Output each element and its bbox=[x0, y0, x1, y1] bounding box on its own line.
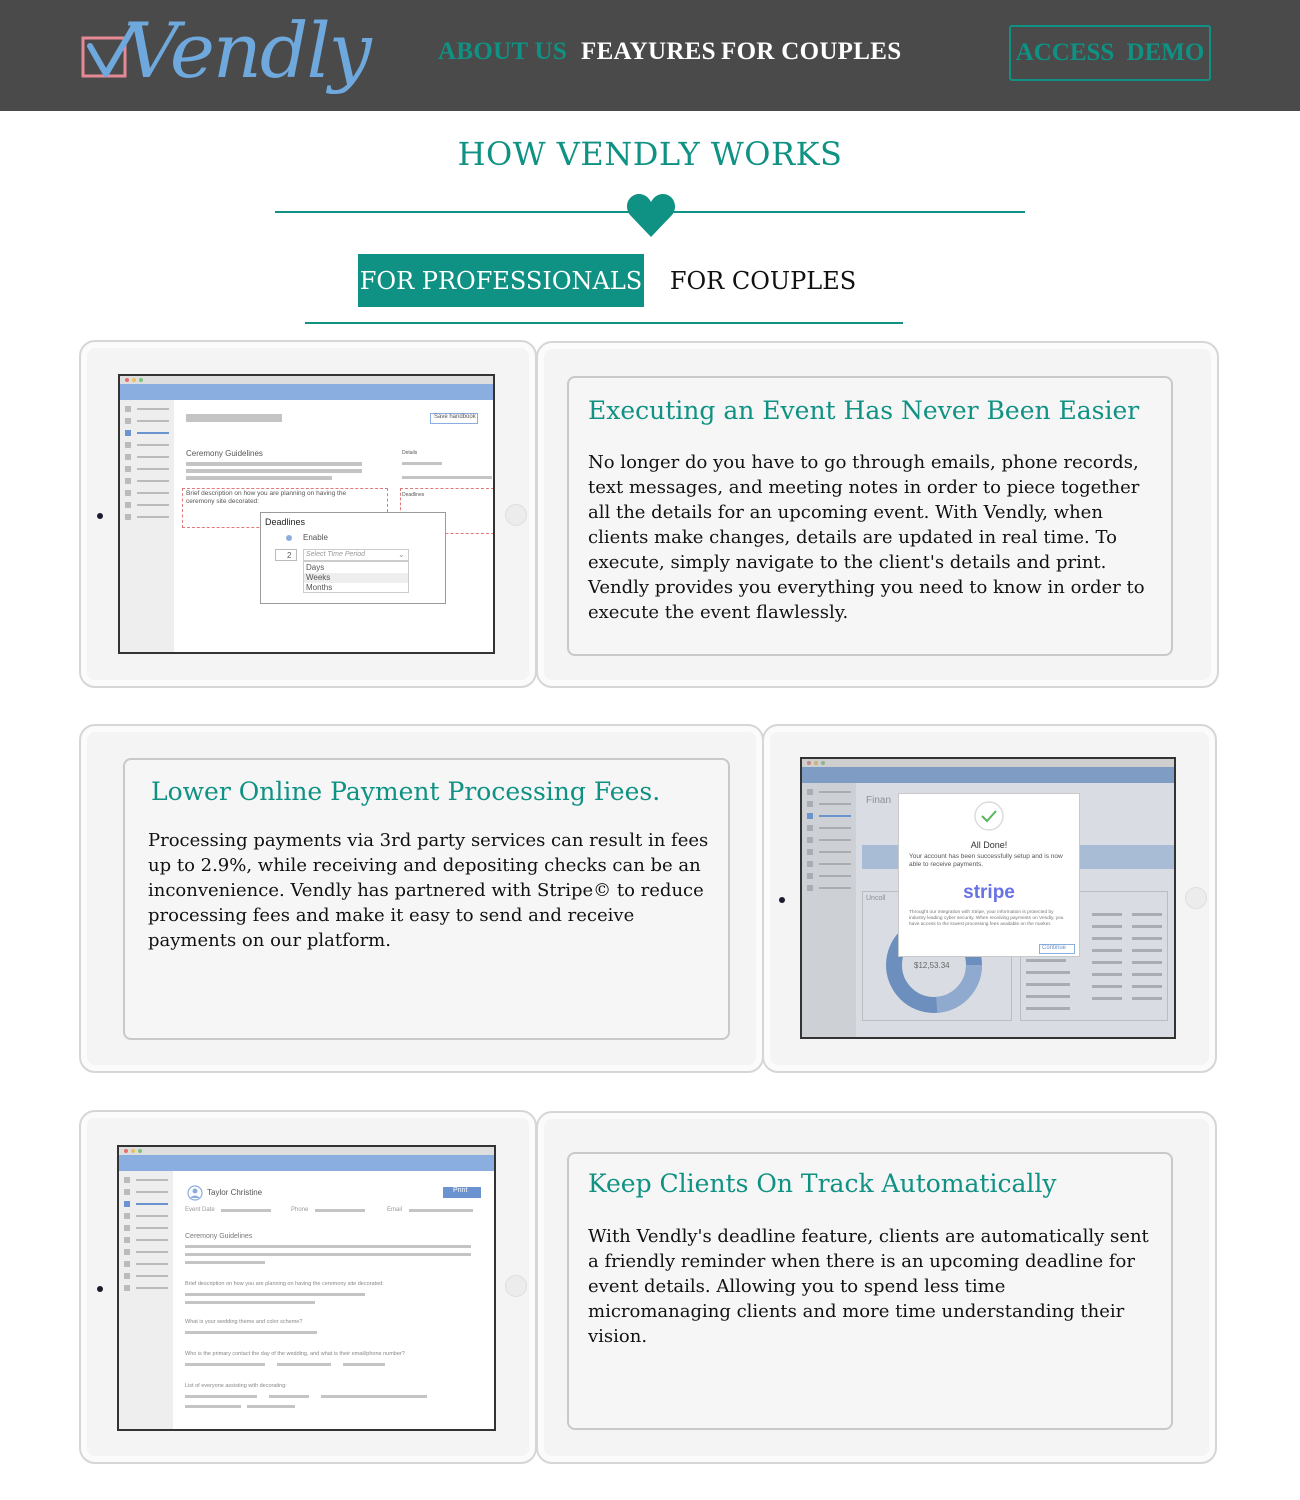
section-title: HOW VENDLY WORKS bbox=[457, 135, 843, 173]
title-divider-left bbox=[275, 211, 635, 213]
tab-for-couples[interactable]: FOR COUPLES bbox=[669, 266, 857, 295]
ipad-home-button bbox=[505, 504, 527, 526]
stripe-success-modal: All Done! Your account has been successfully setup and is now able to receive payments. stripe Throught our integration with Stripe, your information is protected by industry leading cyber security. When receiving payments on Vendly, you have access to the lowest processing fees available on the market. Continue bbox=[898, 793, 1080, 957]
app-sidebar bbox=[119, 1171, 173, 1429]
check-circle-icon bbox=[973, 800, 1005, 832]
ipad-mockup-stripe bbox=[762, 724, 1217, 1073]
stripe-logo: stripe bbox=[963, 882, 1015, 903]
nav-features[interactable]: FEAYURES bbox=[581, 38, 716, 65]
ipad-camera bbox=[97, 513, 103, 519]
continue-button: Continue bbox=[1042, 945, 1067, 951]
app-bar bbox=[120, 384, 493, 400]
screen-stripe: Finan Uncoll $12,53.34 All Done! Your account has been successfully setup and is now able to receive payments. stripe Throught our integration with Stripe, your information is protected by industry leading cyber security. When receiving payments on Vendly, you have access to the lowest processing fees available on the market. Continue bbox=[800, 757, 1176, 1039]
nav-about-us[interactable]: ABOUT US bbox=[438, 38, 568, 65]
feature-card-executing bbox=[567, 376, 1173, 656]
app-sidebar bbox=[120, 400, 174, 652]
print-button: Print bbox=[453, 1187, 468, 1194]
feature-title: Keep Clients On Track Automatically bbox=[588, 1169, 1057, 1198]
browser-chrome bbox=[120, 376, 493, 384]
save-handbook-button: Save handbook bbox=[434, 414, 476, 420]
vendly-logo[interactable] bbox=[80, 4, 370, 104]
mock-heading: Ceremony Guidelines bbox=[186, 449, 263, 458]
access-demo-button[interactable]: ACCESS DEMO bbox=[1009, 25, 1211, 81]
tabs-underline bbox=[305, 322, 903, 324]
feature-card-deadlines bbox=[567, 1152, 1173, 1430]
feature-title: Executing an Event Has Never Been Easier bbox=[588, 396, 1140, 425]
feature-card-payments bbox=[123, 758, 730, 1040]
mock-field-label: Brief description on how you are planning on having the ceremony site decorated: bbox=[186, 490, 347, 505]
feature-body: No longer do you have to go through emails, phone records, text messages, and meeting notes in order to piece together all the details for an upcoming event. With Vendly, when clients make changes, details are updated in real time. To execute, simply navigate to the client's details and print. Vendly provides you everything you need to know in order to execute the event flawlessly. bbox=[588, 452, 1145, 623]
ipad-home-button bbox=[1185, 887, 1207, 909]
feature-body: Processing payments via 3rd party services can result in fees up to 2.9%, while receiving and depositing checks can be an inconvenience. Vendly has partnered with Stripe© to reduce processing fees and make it easy to send and receive payments on our platform. bbox=[148, 830, 709, 951]
heart-icon bbox=[626, 193, 676, 239]
feature-panel-payments bbox=[79, 724, 764, 1073]
feature-body: With Vendly's deadline feature, clients are automatically sent a friendly reminder when there is an upcoming deadline for event details. Allowing you to spend less time micromanaging clients and more time understanding their vision. bbox=[588, 1226, 1149, 1347]
mock-client-name: Taylor Christine bbox=[207, 1188, 263, 1197]
title-divider-right bbox=[668, 211, 1025, 213]
app-sidebar bbox=[802, 783, 856, 1037]
ipad-mockup-event-details bbox=[79, 340, 537, 688]
mock-details: Details bbox=[402, 450, 418, 456]
feature-title: Lower Online Payment Processing Fees. bbox=[151, 777, 661, 806]
deadlines-popup: Deadlines Enable 2 Select Time Period ⌄ Days Weeks Months bbox=[260, 512, 446, 604]
screen-client-details: Taylor Christine Print Event Date Phone Email Ceremony Guidelines Brief description on how you are planning on having the ceremony site decorated: What is your wedding theme and color scheme? Who is the primary contact the day of the wedding, and what is their email/phone number? List of everyone assisting with decorating: bbox=[117, 1145, 496, 1431]
app-bar bbox=[119, 1155, 494, 1171]
mock-deadlines-small: Deadlines bbox=[402, 492, 425, 498]
app-bar bbox=[802, 767, 1174, 783]
logo-text: Vendly bbox=[124, 6, 370, 95]
ipad-home-button bbox=[505, 1275, 527, 1297]
ipad-mockup-client-details bbox=[79, 1110, 537, 1464]
screen-event-details bbox=[118, 374, 495, 654]
browser-chrome bbox=[802, 759, 1174, 767]
feature-panel-executing bbox=[536, 341, 1219, 688]
ipad-camera bbox=[779, 897, 785, 903]
top-navigation-bar bbox=[0, 0, 1300, 111]
tab-for-professionals[interactable]: FOR PROFESSIONALS bbox=[358, 254, 644, 307]
feature-panel-deadlines bbox=[536, 1111, 1217, 1464]
mock-page-heading: Finan bbox=[866, 795, 892, 806]
nav-for-couples[interactable]: FOR COUPLES bbox=[721, 38, 902, 65]
avatar-icon bbox=[187, 1185, 203, 1201]
browser-chrome bbox=[119, 1147, 494, 1155]
ipad-camera bbox=[97, 1286, 103, 1292]
